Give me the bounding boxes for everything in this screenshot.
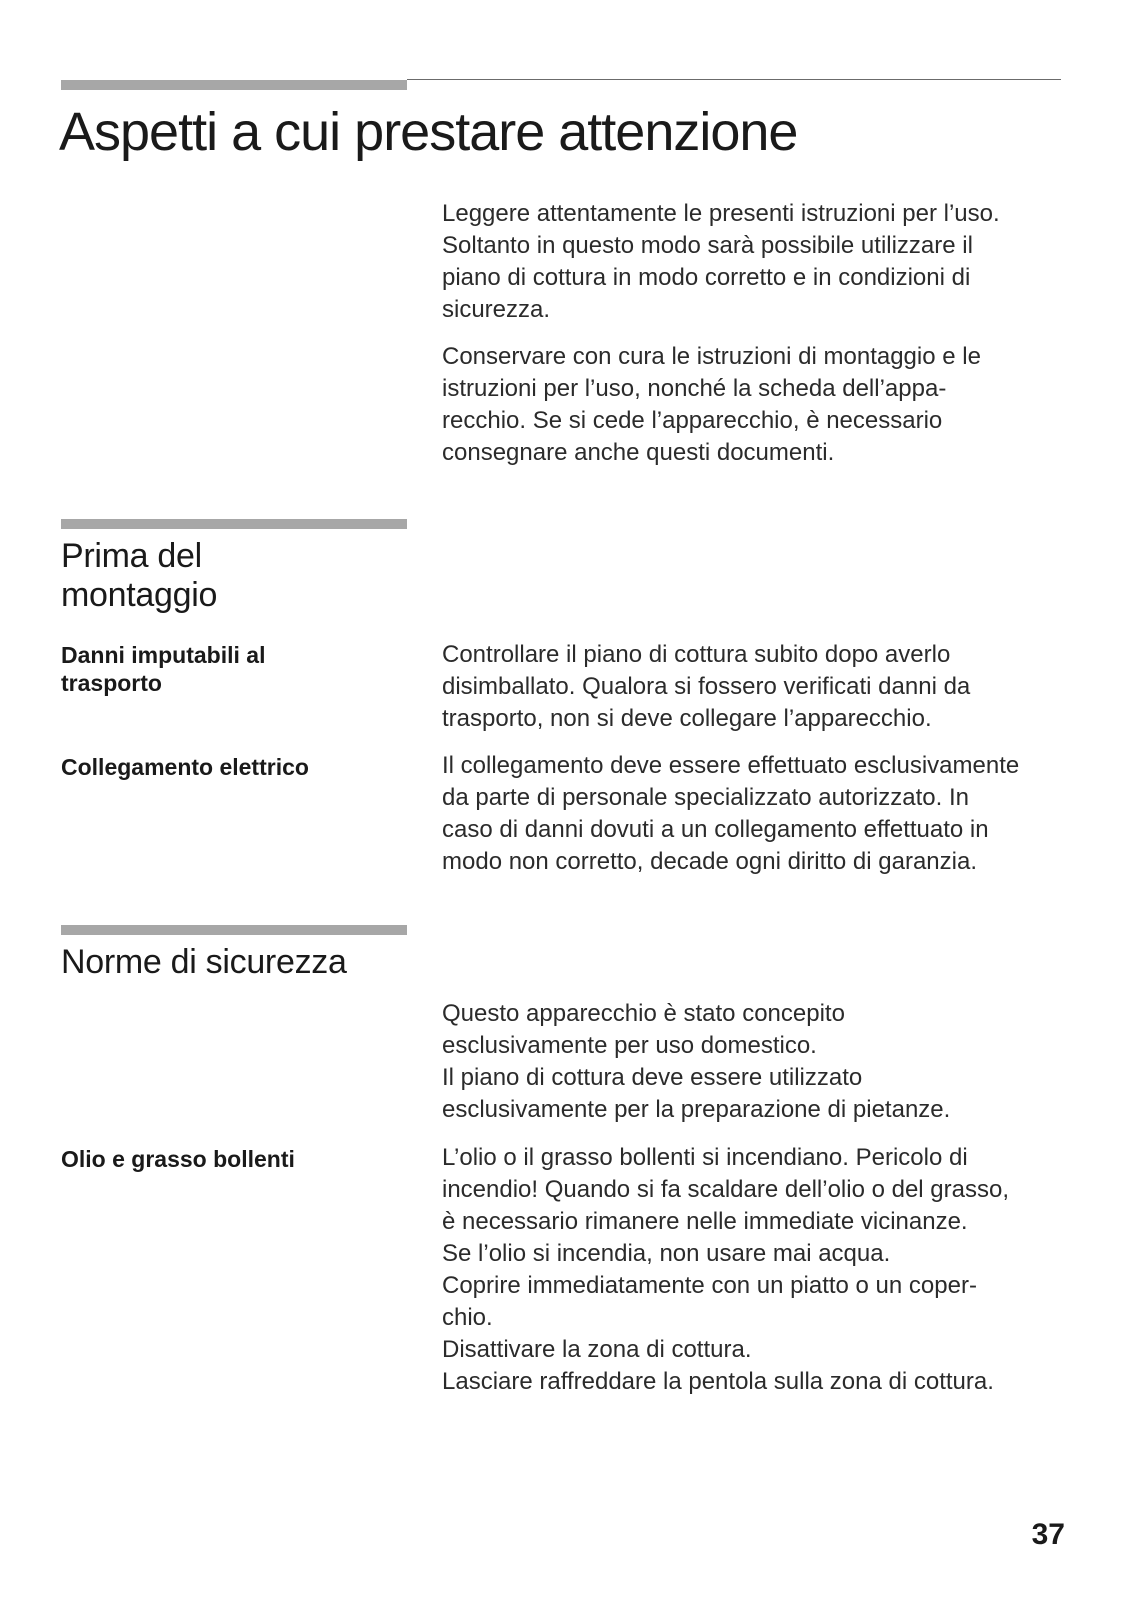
text-transport-damage: Controllare il piano di cottura subito dopo averlo disimballato. Qualora si fossero verificati danni da trasporto, non si deve collegare l’apparecchio. bbox=[442, 641, 971, 732]
page-title: Aspetti a cui prestare attenzione bbox=[59, 102, 798, 162]
section-heading-before-installation: Prima del montaggio bbox=[61, 537, 218, 614]
section-rule-before-installation bbox=[61, 519, 407, 529]
label-hot-oil: Olio e grasso bollenti bbox=[61, 1146, 295, 1172]
label-electrical-connection: Collegamento elettrico bbox=[61, 754, 309, 780]
title-rule-thick bbox=[61, 80, 407, 90]
section-rule-safety bbox=[61, 925, 407, 935]
text-electrical-connection: Il collegamento deve essere effettuato esclusivamente da parte di personale specializzato autorizzato. In caso di danni dovuti a un collegamento effettuato in modo non corretto, decade ogni diritto di garanzia. bbox=[442, 752, 1020, 875]
section-heading-safety: Norme di sicurezza bbox=[61, 943, 347, 981]
page-number: 37 bbox=[1031, 1518, 1065, 1551]
intro-paragraph-1: Leggere attentamente le presenti istruzioni per l’uso. Soltanto in questo modo sarà possibile utilizzare il piano di cottura in modo corretto e in condizioni di sicurezza. bbox=[442, 200, 1000, 323]
intro-paragraph-2: Conservare con cura le istruzioni di montaggio e le istruzioni per l’uso, nonché la scheda dell’appa- recchio. Se si cede l’apparecchio, è necessario consegnare anche questi documenti. bbox=[442, 343, 981, 466]
title-rule-thin bbox=[407, 79, 1061, 80]
label-transport-damage: Danni imputabili al trasporto bbox=[61, 642, 266, 696]
text-hot-oil: L’olio o il grasso bollenti si incendiano. Pericolo di incendio! Quando si fa scaldare dell’olio o del grasso, è necessario rimanere nelle immediate vicinanze. Se l’olio si incendia, non usare mai acqua. Coprire immediatamente con un piatto o un coper- chio. Disattivare la zona di cottura. Lasciare raffreddare la pentola sulla zona di cottura. bbox=[442, 1144, 1010, 1395]
text-safety-intro: Questo apparecchio è stato concepito esclusivamente per uso domestico. Il piano di cottura deve essere utilizzato esclusivamente per la preparazione di pietanze. bbox=[442, 1000, 951, 1123]
